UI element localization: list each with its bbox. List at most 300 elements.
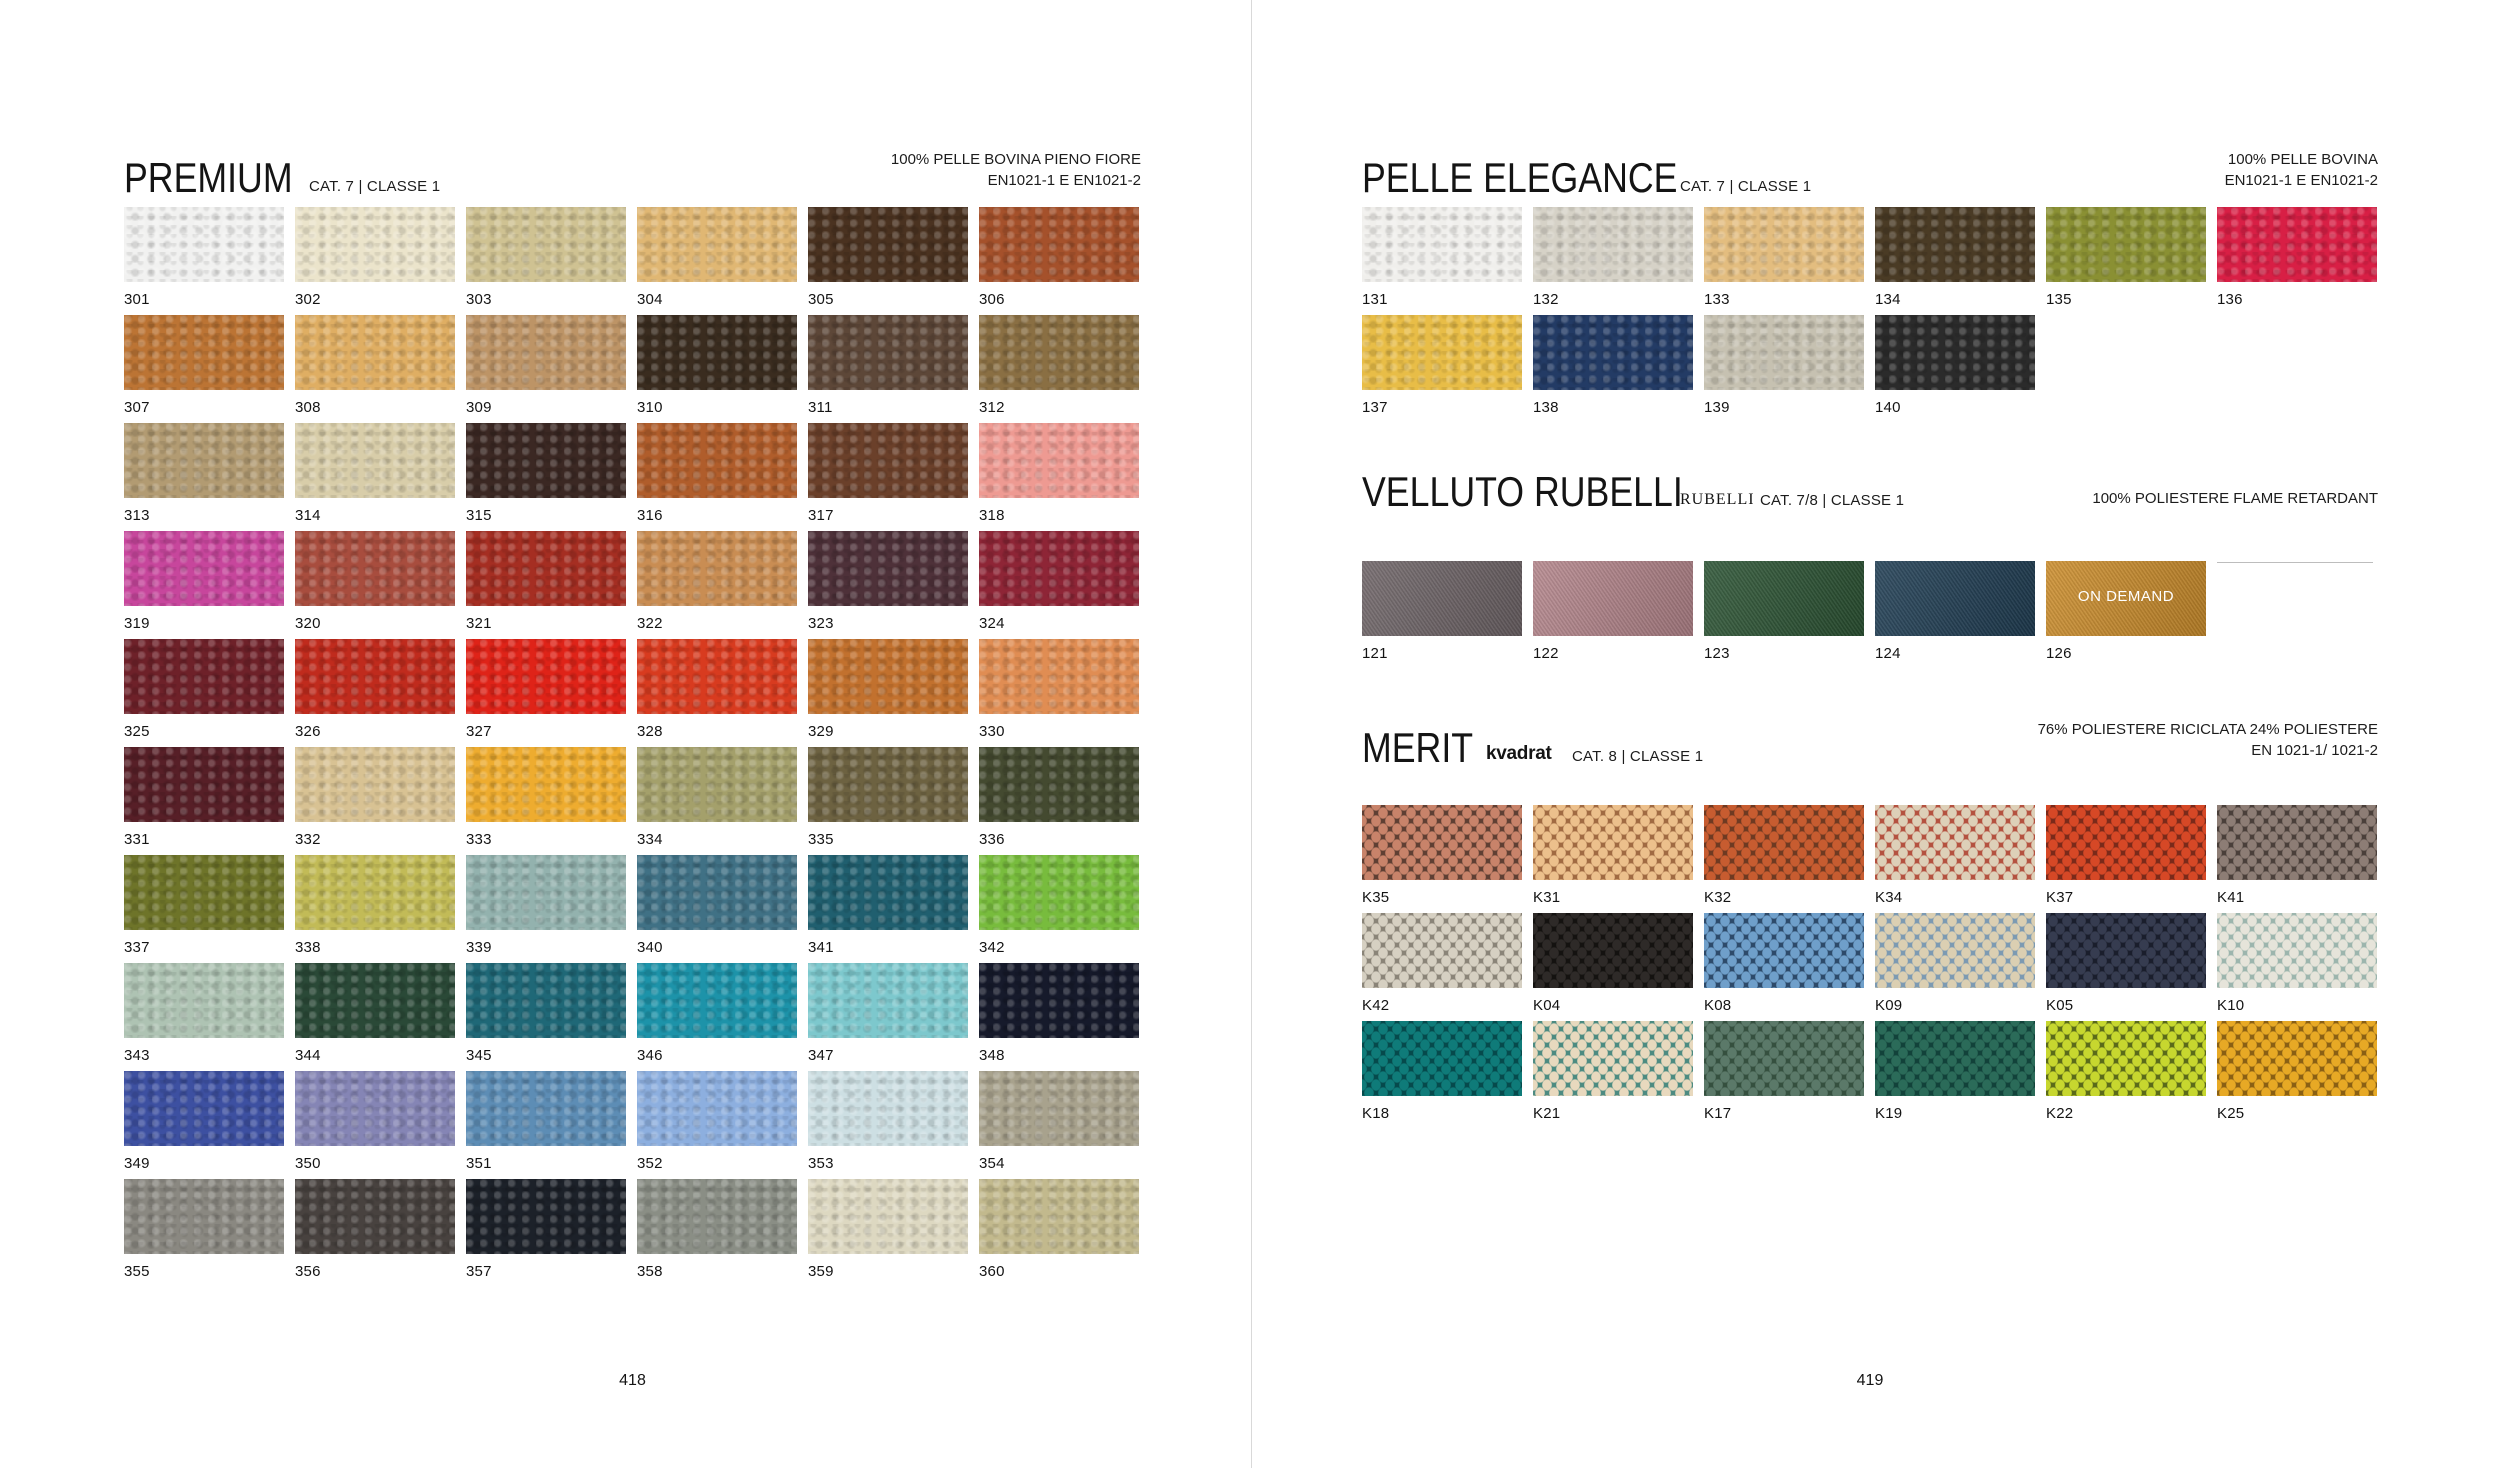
swatch xyxy=(295,855,455,930)
swatch xyxy=(124,207,284,282)
swatch-cell xyxy=(295,963,455,1071)
swatch-code: K32 xyxy=(1704,889,1732,906)
section-header-velluto-rubelli xyxy=(1362,462,2378,516)
swatch-cell xyxy=(295,531,455,639)
swatch xyxy=(124,315,284,390)
swatch-code: 312 xyxy=(979,399,1005,416)
swatch xyxy=(1533,315,1693,390)
swatch-code: 336 xyxy=(979,831,1005,848)
swatch xyxy=(124,963,284,1038)
composition-line: 76% POLIESTERE RICICLATA 24% POLIESTERE xyxy=(2037,721,2378,738)
swatch-code: 331 xyxy=(124,831,150,848)
swatch-code: 324 xyxy=(979,615,1005,632)
swatch xyxy=(295,1179,455,1254)
swatch-cell xyxy=(637,531,797,639)
swatch-cell xyxy=(2217,1021,2377,1129)
swatch xyxy=(1362,913,1522,988)
swatch-cell xyxy=(637,1179,797,1287)
swatch-code: 342 xyxy=(979,939,1005,956)
swatch-cell xyxy=(1533,805,1693,913)
swatch-cell xyxy=(1362,207,1522,315)
swatch-cell xyxy=(124,747,284,855)
swatch-cell xyxy=(2046,913,2206,1021)
swatch xyxy=(637,855,797,930)
swatch xyxy=(124,1071,284,1146)
swatch xyxy=(1704,207,1864,282)
swatch-cell xyxy=(466,1071,626,1179)
swatch-code: 131 xyxy=(1362,291,1388,308)
swatch-cell xyxy=(979,315,1139,423)
swatch-code: K41 xyxy=(2217,889,2245,906)
swatch-code: 347 xyxy=(808,1047,834,1064)
swatch-cell xyxy=(295,423,455,531)
swatch xyxy=(808,531,968,606)
swatch-cell xyxy=(2217,805,2377,913)
swatch-code: K05 xyxy=(2046,997,2074,1014)
swatch xyxy=(295,315,455,390)
swatch-cell xyxy=(1362,805,1522,913)
swatch xyxy=(1533,913,1693,988)
swatch-cell xyxy=(124,207,284,315)
swatch-code: 322 xyxy=(637,615,663,632)
swatch xyxy=(808,1071,968,1146)
swatch xyxy=(1533,207,1693,282)
swatch-cell xyxy=(1875,315,2035,423)
swatch xyxy=(466,1179,626,1254)
swatch-cell xyxy=(979,1179,1139,1287)
swatch-cell xyxy=(466,207,626,315)
swatch-cell xyxy=(2046,1021,2206,1129)
page-number-left: 418 xyxy=(619,1372,646,1389)
swatch-code: 348 xyxy=(979,1047,1005,1064)
swatch-cell xyxy=(808,963,968,1071)
swatch-cell xyxy=(1533,561,1693,669)
section-composition xyxy=(2092,488,2378,509)
swatch-code: 123 xyxy=(1704,645,1730,662)
swatch-cell xyxy=(295,639,455,747)
swatch xyxy=(979,531,1139,606)
swatch xyxy=(1704,913,1864,988)
swatch-cell xyxy=(295,855,455,963)
swatch-cell xyxy=(295,1179,455,1287)
swatch-cell xyxy=(295,1071,455,1179)
swatch-cell xyxy=(1875,1021,2035,1129)
swatch-cell xyxy=(1875,913,2035,1021)
swatch-code: 302 xyxy=(295,291,321,308)
swatch-code: 346 xyxy=(637,1047,663,1064)
swatch-code: 332 xyxy=(295,831,321,848)
swatch-cell xyxy=(979,747,1139,855)
swatch-cell xyxy=(2046,561,2206,669)
swatch xyxy=(979,1179,1139,1254)
swatch-code: K35 xyxy=(1362,889,1390,906)
swatch-cell xyxy=(1704,913,1864,1021)
swatch xyxy=(2217,913,2377,988)
swatch-cell xyxy=(1533,1021,1693,1129)
swatch-code: 334 xyxy=(637,831,663,848)
swatch-code: 320 xyxy=(295,615,321,632)
swatch xyxy=(466,315,626,390)
swatch-cell xyxy=(637,315,797,423)
swatch-code: 345 xyxy=(466,1047,492,1064)
swatch-code: 330 xyxy=(979,723,1005,740)
swatch xyxy=(2046,805,2206,880)
swatch-cell xyxy=(808,1071,968,1179)
swatch-cell xyxy=(124,855,284,963)
swatch-cell xyxy=(808,1179,968,1287)
swatch xyxy=(808,639,968,714)
swatch-cell xyxy=(979,531,1139,639)
swatch-code: 133 xyxy=(1704,291,1730,308)
swatch-cell xyxy=(979,639,1139,747)
swatch-code: 350 xyxy=(295,1155,321,1172)
swatch xyxy=(1362,805,1522,880)
swatch-code: 305 xyxy=(808,291,834,308)
page-gutter-divider xyxy=(1251,0,1252,1468)
premium-swatch-grid xyxy=(124,207,1139,1287)
swatch-code: 338 xyxy=(295,939,321,956)
swatch-code: 138 xyxy=(1533,399,1559,416)
swatch xyxy=(2046,561,2206,636)
swatch-code: 313 xyxy=(124,507,150,524)
swatch-code: 327 xyxy=(466,723,492,740)
swatch-cell xyxy=(466,531,626,639)
swatch-code: 317 xyxy=(808,507,834,524)
swatch-cell xyxy=(466,1179,626,1287)
swatch xyxy=(466,1071,626,1146)
swatch-code: 341 xyxy=(808,939,834,956)
section-header-pelle-elegance xyxy=(1362,148,2378,202)
swatch-cell xyxy=(637,855,797,963)
composition-line: 100% POLIESTERE FLAME RETARDANT xyxy=(2092,490,2378,507)
swatch-cell xyxy=(124,963,284,1071)
swatch-code: 315 xyxy=(466,507,492,524)
swatch-cell xyxy=(1362,315,1522,423)
swatch-cell xyxy=(466,423,626,531)
section-title: VELLUTO RUBELLI xyxy=(1362,468,1683,515)
swatch xyxy=(1362,561,1522,636)
section-composition xyxy=(2225,149,2378,191)
velluto-swatch-grid xyxy=(1362,561,2377,669)
swatch-cell xyxy=(1362,913,1522,1021)
swatch-code: 339 xyxy=(466,939,492,956)
swatch-code: 308 xyxy=(295,399,321,416)
swatch-code: 343 xyxy=(124,1047,150,1064)
swatch xyxy=(1875,315,2035,390)
swatch-code: K42 xyxy=(1362,997,1390,1014)
swatch-cell xyxy=(295,315,455,423)
swatch xyxy=(2217,1021,2377,1096)
swatch xyxy=(295,747,455,822)
swatch-code: 358 xyxy=(637,1263,663,1280)
swatch-cell xyxy=(979,207,1139,315)
swatch-cell xyxy=(1704,1021,1864,1129)
composition-line: EN1021-1 E EN1021-2 xyxy=(2224,172,2378,189)
swatch xyxy=(466,747,626,822)
swatch-code: 337 xyxy=(124,939,150,956)
section-meta: CAT. 7/8 | CLASSE 1 xyxy=(1760,492,1905,509)
swatch-code: 349 xyxy=(124,1155,150,1172)
swatch-code: 136 xyxy=(2217,291,2243,308)
swatch-code: 306 xyxy=(979,291,1005,308)
swatch xyxy=(295,639,455,714)
swatch xyxy=(466,963,626,1038)
swatch-cell xyxy=(637,423,797,531)
swatch xyxy=(1875,561,2035,636)
swatch xyxy=(808,423,968,498)
swatch xyxy=(979,855,1139,930)
swatch-cell xyxy=(2217,913,2377,1021)
swatch xyxy=(2046,1021,2206,1096)
swatch-code: 333 xyxy=(466,831,492,848)
swatch-code: 328 xyxy=(637,723,663,740)
swatch xyxy=(124,531,284,606)
swatch-cell xyxy=(637,747,797,855)
swatch xyxy=(295,1071,455,1146)
swatch-code: K09 xyxy=(1875,997,1903,1014)
swatch-cell xyxy=(637,639,797,747)
swatch-code: K08 xyxy=(1704,997,1732,1014)
swatch-cell xyxy=(1875,207,2035,315)
swatch-code: 140 xyxy=(1875,399,1901,416)
swatch xyxy=(808,1179,968,1254)
swatch-cell xyxy=(637,963,797,1071)
swatch-code: 126 xyxy=(2046,645,2072,662)
swatch xyxy=(466,423,626,498)
swatch-code: 301 xyxy=(124,291,150,308)
swatch-code: 321 xyxy=(466,615,492,632)
swatch-code: 134 xyxy=(1875,291,1901,308)
swatch xyxy=(124,1179,284,1254)
swatch-code: 351 xyxy=(466,1155,492,1172)
section-header-premium xyxy=(124,148,1141,202)
swatch-code: 355 xyxy=(124,1263,150,1280)
swatch-cell xyxy=(808,315,968,423)
swatch xyxy=(1875,1021,2035,1096)
swatch xyxy=(808,963,968,1038)
swatch-cell xyxy=(1533,913,1693,1021)
swatch-code: 124 xyxy=(1875,645,1901,662)
section-meta: CAT. 8 | CLASSE 1 xyxy=(1572,748,1704,765)
swatch-cell xyxy=(1875,561,2035,669)
swatch-cell xyxy=(808,747,968,855)
swatch xyxy=(979,1071,1139,1146)
swatch-code: 360 xyxy=(979,1263,1005,1280)
swatch xyxy=(295,531,455,606)
section-composition xyxy=(891,149,1141,191)
swatch-code: 121 xyxy=(1362,645,1388,662)
swatch xyxy=(637,1179,797,1254)
swatch xyxy=(637,747,797,822)
swatch xyxy=(1875,207,2035,282)
swatch xyxy=(1362,1021,1522,1096)
swatch xyxy=(808,855,968,930)
swatch xyxy=(466,639,626,714)
swatch-cell xyxy=(2217,207,2377,315)
swatch xyxy=(1875,913,2035,988)
swatch-cell xyxy=(124,531,284,639)
brand-logo-rubelli: RUBELLI xyxy=(1680,491,1755,508)
swatch-cell xyxy=(124,315,284,423)
swatch xyxy=(637,207,797,282)
swatch-cell xyxy=(979,423,1139,531)
swatch-cell xyxy=(637,1071,797,1179)
swatch-code: 132 xyxy=(1533,291,1559,308)
swatch-cell xyxy=(124,1071,284,1179)
swatch xyxy=(1362,315,1522,390)
swatch-cell xyxy=(1704,315,1864,423)
swatch-code: 326 xyxy=(295,723,321,740)
swatch-cell xyxy=(466,639,626,747)
swatch-code: 311 xyxy=(808,399,833,416)
swatch-cell xyxy=(124,639,284,747)
swatch-cell xyxy=(808,855,968,963)
swatch-code: 316 xyxy=(637,507,663,524)
swatch-code: 122 xyxy=(1533,645,1559,662)
swatch-code: 135 xyxy=(2046,291,2072,308)
swatch-code: K22 xyxy=(2046,1105,2074,1122)
swatch-cell xyxy=(808,423,968,531)
swatch-code: K25 xyxy=(2217,1105,2245,1122)
page-number-right: 419 xyxy=(1856,1372,1884,1389)
swatch-code: 353 xyxy=(808,1155,834,1172)
swatch xyxy=(1704,561,1864,636)
brand-logo-kvadrat: kvadrat xyxy=(1486,743,1552,764)
swatch-cell xyxy=(979,855,1139,963)
swatch-cell xyxy=(808,531,968,639)
section-title: PREMIUM xyxy=(124,154,293,201)
swatch xyxy=(466,855,626,930)
swatch-code: 357 xyxy=(466,1263,492,1280)
swatch xyxy=(1704,1021,1864,1096)
swatch xyxy=(1533,1021,1693,1096)
section-header-merit xyxy=(1362,718,2378,772)
swatch xyxy=(295,963,455,1038)
swatch-code: 325 xyxy=(124,723,150,740)
swatch xyxy=(637,423,797,498)
swatch-cell xyxy=(466,963,626,1071)
swatch-code: 344 xyxy=(295,1047,321,1064)
section-title: PELLE ELEGANCE xyxy=(1362,154,1678,201)
swatch-cell xyxy=(466,747,626,855)
swatch xyxy=(979,207,1139,282)
swatch-cell xyxy=(808,207,968,315)
swatch-cell xyxy=(1704,207,1864,315)
swatch xyxy=(2046,913,2206,988)
swatch-cell xyxy=(808,639,968,747)
composition-line: 100% PELLE BOVINA PIENO FIORE xyxy=(890,151,1141,168)
swatch xyxy=(466,207,626,282)
swatch xyxy=(808,315,968,390)
swatch xyxy=(637,1071,797,1146)
swatch xyxy=(637,315,797,390)
merit-swatch-grid xyxy=(1362,805,2377,1129)
swatch xyxy=(124,423,284,498)
swatch-code: K21 xyxy=(1533,1105,1561,1122)
swatch-cell xyxy=(295,207,455,315)
pelle-elegance-swatch-grid xyxy=(1362,207,2377,423)
swatch xyxy=(2217,561,2377,636)
swatch xyxy=(979,747,1139,822)
swatch-cell xyxy=(466,315,626,423)
swatch-cell xyxy=(295,747,455,855)
swatch xyxy=(124,855,284,930)
swatch-code: 354 xyxy=(979,1155,1005,1172)
swatch xyxy=(979,315,1139,390)
swatch-code: K31 xyxy=(1533,889,1561,906)
swatch xyxy=(2217,805,2377,880)
swatch xyxy=(808,207,968,282)
swatch xyxy=(637,531,797,606)
section-meta: CAT. 7 | CLASSE 1 xyxy=(1680,178,1812,195)
swatch-code: 329 xyxy=(808,723,834,740)
swatch-code: K34 xyxy=(1875,889,1903,906)
swatch-cell xyxy=(1875,805,2035,913)
swatch-code: 319 xyxy=(124,615,150,632)
swatch xyxy=(637,963,797,1038)
section-composition xyxy=(2038,719,2378,761)
swatch xyxy=(124,747,284,822)
swatch xyxy=(295,207,455,282)
section-meta: CAT. 7 | CLASSE 1 xyxy=(309,178,441,195)
swatch-cell xyxy=(637,207,797,315)
swatch xyxy=(1362,207,1522,282)
swatch-code: 310 xyxy=(637,399,663,416)
swatch xyxy=(979,639,1139,714)
swatch xyxy=(2217,207,2377,282)
swatch xyxy=(1533,805,1693,880)
swatch-code: 356 xyxy=(295,1263,321,1280)
swatch-cell xyxy=(1362,1021,1522,1129)
swatch-code: 318 xyxy=(979,507,1005,524)
swatch-cell xyxy=(124,423,284,531)
swatch-code: K04 xyxy=(1533,997,1561,1014)
swatch-cell xyxy=(2046,805,2206,913)
composition-line: EN1021-1 E EN1021-2 xyxy=(987,172,1141,189)
swatch xyxy=(1533,561,1693,636)
swatch-cell xyxy=(1533,315,1693,423)
swatch-cell xyxy=(979,963,1139,1071)
swatch-cell xyxy=(1704,805,1864,913)
swatch xyxy=(1704,805,1864,880)
swatch-cell xyxy=(1533,207,1693,315)
swatch-code: 137 xyxy=(1362,399,1388,416)
section-title: MERIT xyxy=(1362,724,1474,771)
swatch-code: K37 xyxy=(2046,889,2074,906)
swatch-cell xyxy=(466,855,626,963)
swatch-cell xyxy=(1704,561,1864,669)
swatch xyxy=(1704,315,1864,390)
swatch-code: 314 xyxy=(295,507,321,524)
swatch xyxy=(979,963,1139,1038)
swatch xyxy=(637,639,797,714)
composition-line: EN 1021-1/ 1021-2 xyxy=(2251,742,2378,759)
swatch xyxy=(124,639,284,714)
swatch xyxy=(808,747,968,822)
swatch-code: 307 xyxy=(124,399,150,416)
swatch-code: K19 xyxy=(1875,1105,1903,1122)
swatch-code: 359 xyxy=(808,1263,834,1280)
swatch-cell xyxy=(979,1071,1139,1179)
swatch-cell xyxy=(124,1179,284,1287)
swatch-code: 335 xyxy=(808,831,834,848)
swatch xyxy=(466,531,626,606)
swatch-code: 323 xyxy=(808,615,834,632)
swatch-cell xyxy=(2046,207,2206,315)
swatch xyxy=(2046,207,2206,282)
swatch xyxy=(1875,805,2035,880)
swatch-code: K10 xyxy=(2217,997,2245,1014)
